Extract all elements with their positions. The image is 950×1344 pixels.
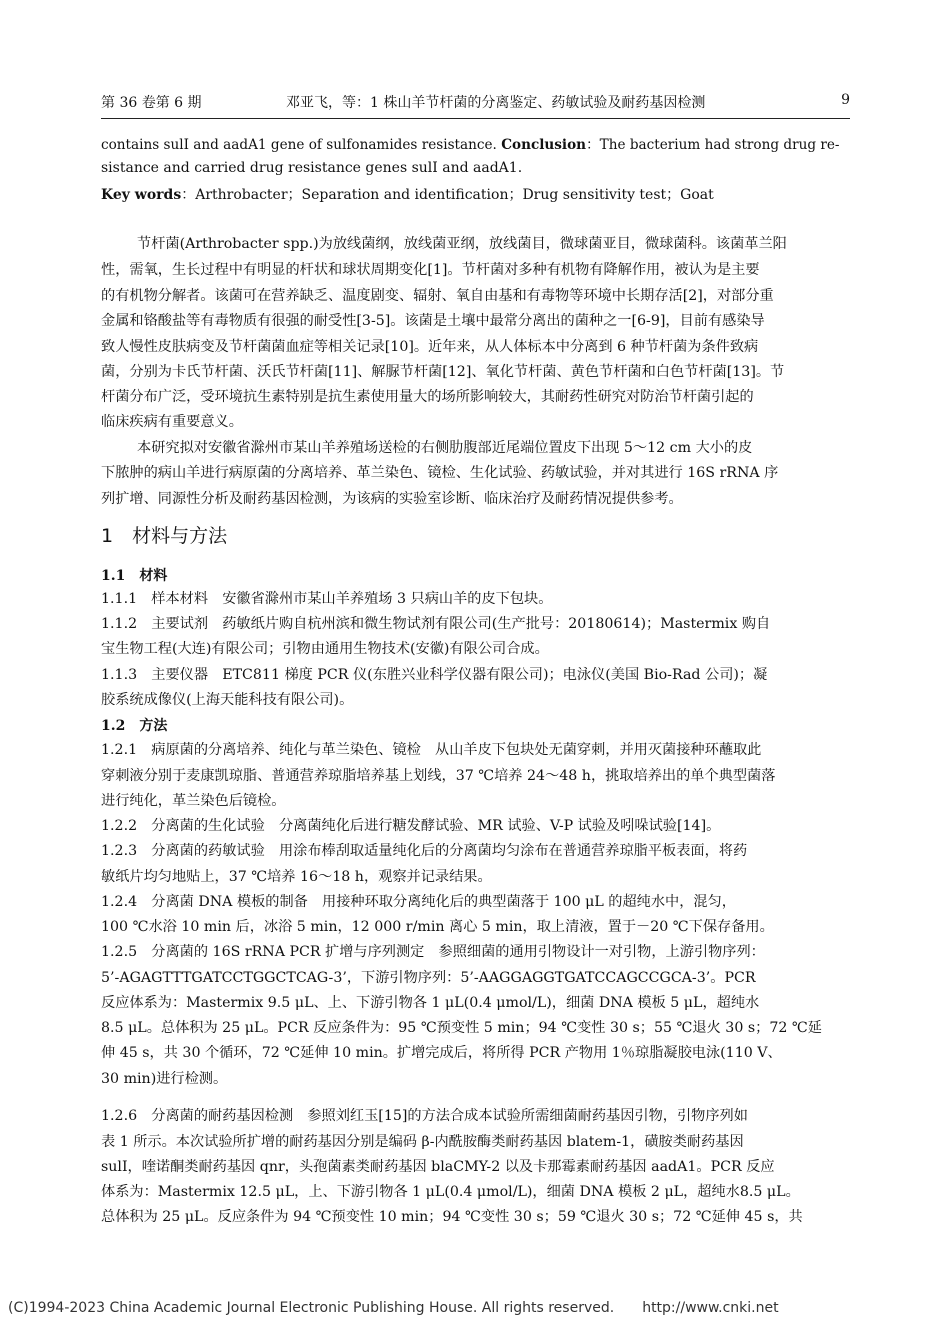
subsection-heading: 1.2 方法 [101, 718, 168, 734]
intro-p1-line: 节杆菌(Arthrobacter spp.)为放线菌纲，放线菌亚纲，放线菌目，微球菌亚目，微球菌科。该菌革兰阳 [137, 236, 787, 252]
copyright-footer: (C)1994-2023 China Academic Journal Electronic Publishing House. All rights reserved. http://www.cnki.net [8, 1300, 779, 1316]
para-1-2-4: 100 ℃水浴 10 min 后，冰浴 5 min，12 000 r/min 离心 5 min，取上清液，置于－20 ℃下保存备用。 [101, 919, 774, 935]
header-rule [101, 118, 850, 119]
para-1-2-5: 8.5 μL。总体积为 25 μL。PCR 反应条件为：95 ℃预变性 5 min；94 ℃变性 30 s；55 ℃退火 30 s；72 ℃延 [101, 1020, 822, 1036]
keywords-text: ：Arthrobacter；Separation and identification；Drug sensitivity test；Goat [181, 187, 714, 203]
intro-p1-line: 性，需氧，生长过程中有明显的杆状和球状周期变化[1]。节杆菌对多种有机物有降解作用，被认为是主要 [101, 262, 760, 278]
para-1-2-5: 5’-AGAGTTTGATCCTGGCTCAG-3’，下游引物序列：5’-AAGGAGGTGATCCAGCCGCA-3’。PCR [101, 970, 756, 986]
para-1-1-3: 1.1.3 主要仪器 ETC811 梯度 PCR 仪(东胜兴业科学仪器有限公司)；电泳仪(美国 Bio-Rad 公司)；凝 [101, 667, 768, 683]
para-1-2-5: 伸 45 s，共 30 个循环，72 ℃延伸 10 min。扩增完成后，将所得 PCR 产物用 1％琼脂凝胶电泳(110 V、 [101, 1045, 782, 1061]
keywords-line [101, 184, 850, 206]
para-1-2-5: 30 min)进行检测。 [101, 1071, 228, 1087]
intro-p2-line: 本研究拟对安徽省滁州市某山羊养殖场送检的右侧肋腹部近尾端位置皮下出现 5～12 cm 大小的皮 [137, 440, 753, 456]
para-1-2-1: 1.2.1 病原菌的分离培养、纯化与革兰染色、镜检 从山羊皮下包块处无菌穿刺，并用灭菌接种环蘸取此 [101, 742, 762, 758]
intro-p1-line: 杆菌分布广泛，受环境抗生素特别是抗生素使用量大的场所影响较大，其耐药性研究对防治节杆菌引起的 [101, 389, 754, 405]
para-1-2-5: 1.2.5 分离菌的 16S rRNA PCR 扩增与序列测定 参照细菌的通用引物设计一对引物，上游引物序列： [101, 944, 765, 960]
para-1-2-6: sulI，喹诺酮类耐药基因 qnr，头孢菌素类耐药基因 blaCMY-2 以及卡那霉素耐药基因 aadA1。PCR 反应 [101, 1159, 775, 1175]
para-1-1-3: 胶系统成像仪(上海天能科技有限公司)。 [101, 692, 354, 708]
keywords-label: Key words [101, 187, 182, 203]
para-1-2-6: 1.2.6 分离菌的耐药基因检测 参照刘红玉[15]的方法合成本试验所需细菌耐药基因引物，引物序列如 [101, 1108, 748, 1124]
intro-p1-line: 致人慢性皮肤病变及节杆菌菌血症等相关记录[10]。近年来，从人体标本中分离到 6 种节杆菌为条件致病 [101, 339, 759, 355]
intro-p1-line: 菌，分别为卡氏节杆菌、沃氏节杆菌[11]、解脲节杆菌[12]、氧化节杆菌、黄色节杆菌和白色节杆菌[13]。节 [101, 364, 785, 380]
abstract-line-2: sistance and carried drug resistance genes sulI and aadA1. [101, 160, 523, 176]
running-title: 邓亚飞，等：1 株山羊节杆菌的分离鉴定、药敏试验及耐药基因检测 [286, 95, 706, 111]
intro-p1-line: 金属和铬酸盐等有毒物质有很强的耐受性[3-5]。该菌是土壤中最常分离出的菌种之一[6-9]，目前有感染导 [101, 313, 765, 329]
para-1-2-6: 表 1 所示。本次试验所扩增的耐药基因分别是编码 β-内酰胺酶类耐药基因 blatem-1，磺胺类耐药基因 [101, 1134, 744, 1150]
intro-p2-line: 列扩增、同源性分析及耐药基因检测，为该病的实验室诊断、临床治疗及耐药情况提供参考。 [101, 491, 683, 507]
para-1-2-3: 1.2.3 分离菌的药敏试验 用涂布棒刮取适量纯化后的分离菌均匀涂布在普通营养琼脂平板表面，将药 [101, 843, 748, 859]
para-1-2-5: 反应体系为：Mastermix 9.5 μL、上、下游引物各 1 μL(0.4 μmol/L)，细菌 DNA 模板 5 μL，超纯水 [101, 995, 760, 1011]
para-1-2-3: 敏纸片均匀地贴上，37 ℃培养 16～18 h，观察并记录结果。 [101, 869, 492, 885]
intro-p1-line: 的有机物分解者。该菌可在营养缺乏、温度剧变、辐射、氧自由基和有毒物等环境中长期存活[2]，对部分重 [101, 288, 774, 304]
para-1-2-6: 总体积为 25 μL。反应条件为 94 ℃预变性 10 min；94 ℃变性 30 s；59 ℃退火 30 s；72 ℃延伸 45 s，共 [101, 1209, 803, 1225]
issue-label: 第 36 卷第 6 期 [101, 95, 202, 111]
abstract-text-1: contains sulI and aadA1 gene of sulfonamides resistance. [101, 137, 497, 153]
section-heading: 1 材料与方法 [101, 525, 228, 547]
intro-p1-line: 临床疾病有重要意义。 [101, 414, 243, 430]
conclusion-label: Conclusion [501, 137, 587, 153]
para-1-2-2: 1.2.2 分离菌的生化试验 分离菌纯化后进行糖发酵试验、MR 试验、V-P 试验及吲哚试验[14]。 [101, 818, 721, 834]
abstract-line-1 [101, 134, 850, 156]
para-1-1-2: 宝生物工程(大连)有限公司；引物由通用生物技术(安徽)有限公司合成。 [101, 641, 549, 657]
page-number: 9 [841, 92, 850, 108]
para-1-2-1: 穿刺液分别于麦康凯琼脂、普通营养琼脂培养基上划线，37 ℃培养 24～48 h，挑取培养出的单个典型菌落 [101, 768, 776, 784]
intro-p2-line: 下脓肿的病山羊进行病原菌的分离培养、革兰染色、镜检、生化试验、药敏试验，并对其进行 16S rRNA 序 [101, 465, 779, 481]
para-1-1-2: 1.1.2 主要试剂 药敏纸片购自杭州滨和微生物试剂有限公司(生产批号：20180614)；Mastermix 购自 [101, 616, 771, 632]
abstract-text-1b: ：The bacterium had strong drug re- [586, 137, 840, 153]
para-1-2-1: 进行纯化，革兰染色后镜检。 [101, 793, 286, 809]
para-1-2-6: 体系为：Mastermix 12.5 μL，上、下游引物各 1 μL(0.4 μmol/L)，细菌 DNA 模板 2 μL，超纯水8.5 μL。 [101, 1184, 800, 1200]
para-1-1-1: 1.1.1 样本材料 安徽省滁州市某山羊养殖场 3 只病山羊的皮下包块。 [101, 591, 553, 607]
subsection-heading: 1.1 材料 [101, 568, 168, 584]
para-1-2-4: 1.2.4 分离菌 DNA 模板的制备 用接种环取分离纯化后的典型菌落于 100 μL 的超纯水中，混匀， [101, 894, 736, 910]
running-header [101, 92, 850, 116]
